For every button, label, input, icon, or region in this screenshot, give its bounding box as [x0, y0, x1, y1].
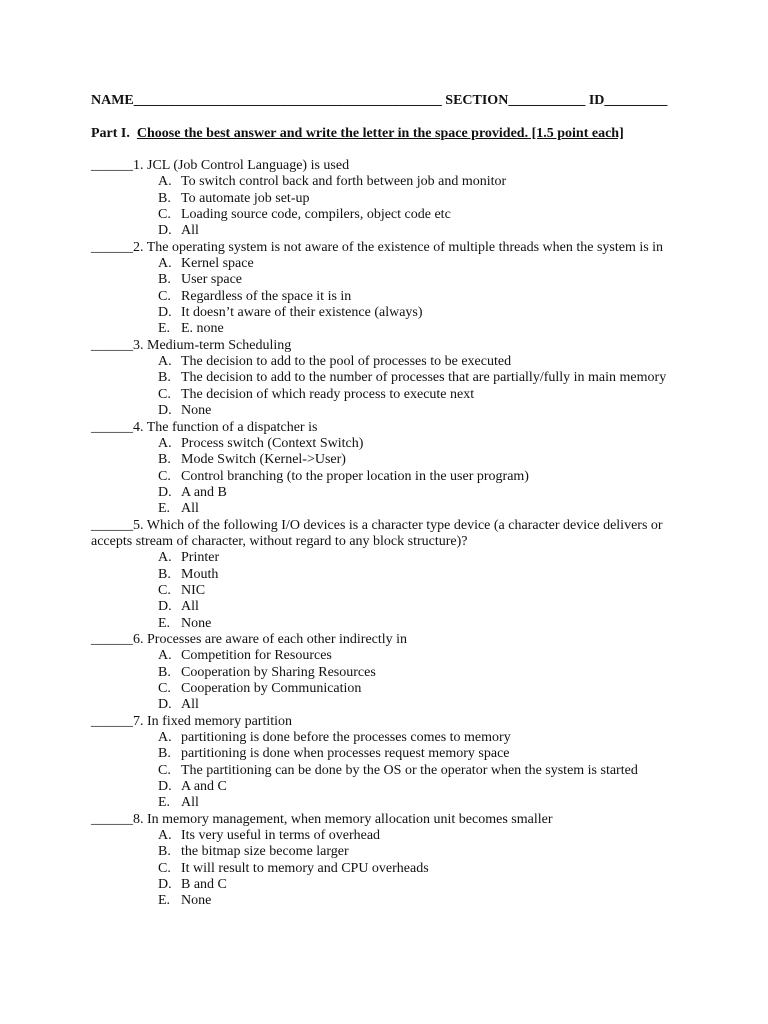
option-letter: B. — [158, 566, 171, 582]
question-item — [91, 338, 691, 420]
answer-option — [91, 289, 691, 305]
option-text: Mode Switch (Kernel->User) — [181, 452, 346, 468]
answer-option — [91, 648, 691, 664]
section-label: SECTION — [445, 93, 509, 108]
option-text: It doesn’t aware of their existence (always) — [181, 305, 423, 321]
option-letter: E. — [158, 615, 171, 631]
option-list — [91, 828, 691, 910]
answer-blank: ______ — [91, 337, 133, 353]
option-list — [91, 550, 691, 632]
student-info-header — [91, 92, 667, 110]
answer-option — [91, 256, 691, 272]
answer-option — [91, 828, 691, 844]
option-list — [91, 730, 691, 812]
option-letter: E. — [158, 321, 171, 337]
answer-option — [91, 501, 691, 517]
option-text: Printer — [181, 550, 220, 566]
answer-option — [91, 387, 691, 403]
option-letter: C. — [158, 468, 171, 484]
question-stem — [91, 240, 691, 256]
option-letter: D. — [158, 403, 172, 419]
option-text: The partitioning can be done by the OS or the operator when the system is started — [181, 762, 638, 778]
question-item — [91, 158, 691, 240]
option-text: Competition for Resources — [181, 648, 332, 664]
option-text: Cooperation by Communication — [181, 681, 362, 696]
question-stem — [91, 420, 691, 436]
option-text: Kernel space — [181, 256, 254, 272]
option-text: All — [181, 501, 199, 517]
option-list — [91, 436, 691, 518]
question-text: 1. JCL (Job Control Language) is used — [133, 158, 350, 173]
option-letter: A. — [158, 550, 172, 566]
option-list — [91, 256, 691, 338]
option-letter: A. — [158, 354, 172, 370]
question-stem — [91, 338, 691, 354]
option-letter: D. — [158, 697, 172, 713]
id-label: ID — [588, 93, 605, 108]
answer-option — [91, 844, 691, 860]
answer-option — [91, 436, 691, 452]
option-text: B and C — [181, 877, 227, 893]
option-text: Loading source code, compilers, object code etc — [181, 207, 451, 223]
option-letter: B. — [158, 190, 171, 206]
option-letter: D. — [158, 223, 172, 239]
option-text: Regardless of the space it is in — [181, 288, 352, 304]
option-letter: B. — [158, 452, 171, 468]
option-letter: C. — [158, 860, 171, 876]
answer-option — [91, 877, 691, 893]
question-stem — [91, 632, 691, 648]
answer-option — [91, 207, 691, 223]
option-letter: D. — [158, 877, 172, 893]
answer-blank: ______ — [91, 419, 133, 435]
option-text: All — [181, 599, 199, 615]
option-letter: A. — [158, 256, 172, 272]
answer-option — [91, 223, 691, 239]
option-text: The decision to add to the number of processes that are partially/fully in main memory — [181, 370, 667, 386]
option-letter: A. — [158, 648, 172, 664]
option-letter: E. — [158, 893, 171, 909]
id-blank: _________ — [604, 93, 668, 108]
option-text: The decision of which ready process to execute next — [181, 386, 475, 402]
option-text: The decision to add to the pool of processes to be executed — [181, 354, 512, 370]
option-list — [91, 354, 691, 419]
option-letter: C. — [158, 386, 171, 402]
option-letter: E. — [158, 795, 171, 811]
answer-blank: ______ — [91, 631, 133, 647]
answer-option — [91, 485, 691, 501]
option-letter: C. — [158, 681, 171, 696]
answer-option — [91, 697, 691, 713]
option-text: All — [181, 223, 199, 239]
question-text: 6. Processes are aware of each other indirectly in — [133, 631, 408, 647]
option-text: All — [181, 697, 199, 713]
option-text: Control branching (to the proper location in the user program) — [181, 468, 529, 484]
question-item — [91, 714, 691, 812]
answer-option — [91, 893, 691, 909]
question-stem — [91, 158, 691, 174]
answer-option — [91, 616, 691, 632]
answer-blank: ______ — [91, 517, 133, 533]
question-item — [91, 518, 691, 632]
option-letter: B. — [158, 844, 171, 860]
option-text: It will result to memory and CPU overheads — [181, 860, 429, 876]
option-letter: D. — [158, 305, 172, 321]
part-label: Part I. — [91, 126, 130, 141]
answer-option — [91, 452, 691, 468]
option-text: the bitmap size become larger — [181, 844, 349, 860]
answer-option — [91, 354, 691, 370]
answer-option — [91, 321, 691, 337]
answer-option — [91, 746, 691, 762]
answer-option — [91, 305, 691, 321]
option-letter: B. — [158, 370, 171, 386]
option-list — [91, 174, 691, 239]
answer-option — [91, 567, 691, 583]
option-letter: B. — [158, 664, 171, 680]
answer-blank: ______ — [91, 239, 133, 255]
question-stem — [91, 714, 691, 730]
option-letter: C. — [158, 207, 171, 223]
option-text: Its very useful in terms of overhead — [181, 828, 381, 844]
question-stem — [91, 518, 691, 551]
answer-blank: ______ — [91, 158, 133, 173]
question-item — [91, 240, 691, 338]
part-instruction: Choose the best answer and write the letter in the space provided. [1.5 point each] — [136, 126, 624, 141]
option-letter: E. — [158, 501, 171, 517]
option-letter: A. — [158, 730, 172, 746]
answer-option — [91, 730, 691, 746]
answer-option — [91, 191, 691, 207]
option-text: None — [181, 893, 212, 909]
option-letter: C. — [158, 762, 171, 778]
answer-option — [91, 370, 691, 386]
answer-option — [91, 174, 691, 190]
question-item — [91, 812, 691, 910]
answer-option — [91, 681, 691, 697]
option-text: To automate job set-up — [181, 190, 310, 206]
option-letter: D. — [158, 599, 172, 615]
answer-option — [91, 665, 691, 681]
option-text: User space — [181, 272, 243, 288]
answer-option — [91, 861, 691, 877]
option-text: NIC — [181, 582, 206, 598]
option-letter: B. — [158, 272, 171, 288]
option-text: partitioning is done when processes request memory space — [181, 746, 510, 762]
section-blank: ___________ — [508, 93, 586, 108]
option-text: None — [181, 403, 212, 419]
option-text: Cooperation by Sharing Resources — [181, 664, 376, 680]
question-text: 8. In memory management, when memory allocation unit becomes smaller — [133, 811, 553, 827]
question-text: 7. In fixed memory partition — [133, 713, 293, 729]
option-letter: B. — [158, 746, 171, 762]
option-text: None — [181, 615, 212, 631]
option-text: A and B — [181, 484, 227, 500]
name-blank: ____________________________________________ — [133, 93, 442, 108]
answer-option — [91, 272, 691, 288]
name-label: NAME — [91, 93, 134, 108]
question-text: 3. Medium-term Scheduling — [133, 337, 292, 353]
option-text: All — [181, 795, 199, 811]
option-text: E. none — [181, 321, 224, 337]
answer-option — [91, 469, 691, 485]
question-text: 4. The function of a dispatcher is — [133, 419, 318, 435]
option-letter: D. — [158, 484, 172, 500]
option-letter: A. — [158, 174, 172, 190]
answer-blank: ______ — [91, 811, 133, 827]
option-letter: A. — [158, 435, 172, 451]
option-letter: D. — [158, 779, 172, 795]
option-text: Process switch (Context Switch) — [181, 435, 364, 451]
question-text: 2. The operating system is not aware of the existence of multiple threads when the system is in — [133, 239, 664, 255]
part-heading — [91, 125, 624, 143]
option-text: To switch control back and forth between job and monitor — [181, 174, 507, 190]
answer-option — [91, 550, 691, 566]
answer-option — [91, 779, 691, 795]
option-text: A and C — [181, 779, 227, 795]
question-item — [91, 632, 691, 714]
answer-option — [91, 795, 691, 811]
option-text: Mouth — [181, 566, 219, 582]
answer-option — [91, 763, 691, 779]
option-text: partitioning is done before the processes comes to memory — [181, 730, 511, 746]
question-item — [91, 420, 691, 518]
option-letter: C. — [158, 582, 171, 598]
option-letter: C. — [158, 288, 171, 304]
option-letter: A. — [158, 828, 172, 844]
question-list — [91, 158, 691, 910]
answer-option — [91, 403, 691, 419]
answer-blank: ______ — [91, 713, 133, 729]
answer-option — [91, 599, 691, 615]
answer-option — [91, 583, 691, 599]
option-list — [91, 648, 691, 713]
question-text: 5. Which of the following I/O devices is a character type device (a character device delivers or accepts stream of character, without regard to any block structure)? — [91, 517, 663, 549]
question-stem — [91, 812, 691, 828]
